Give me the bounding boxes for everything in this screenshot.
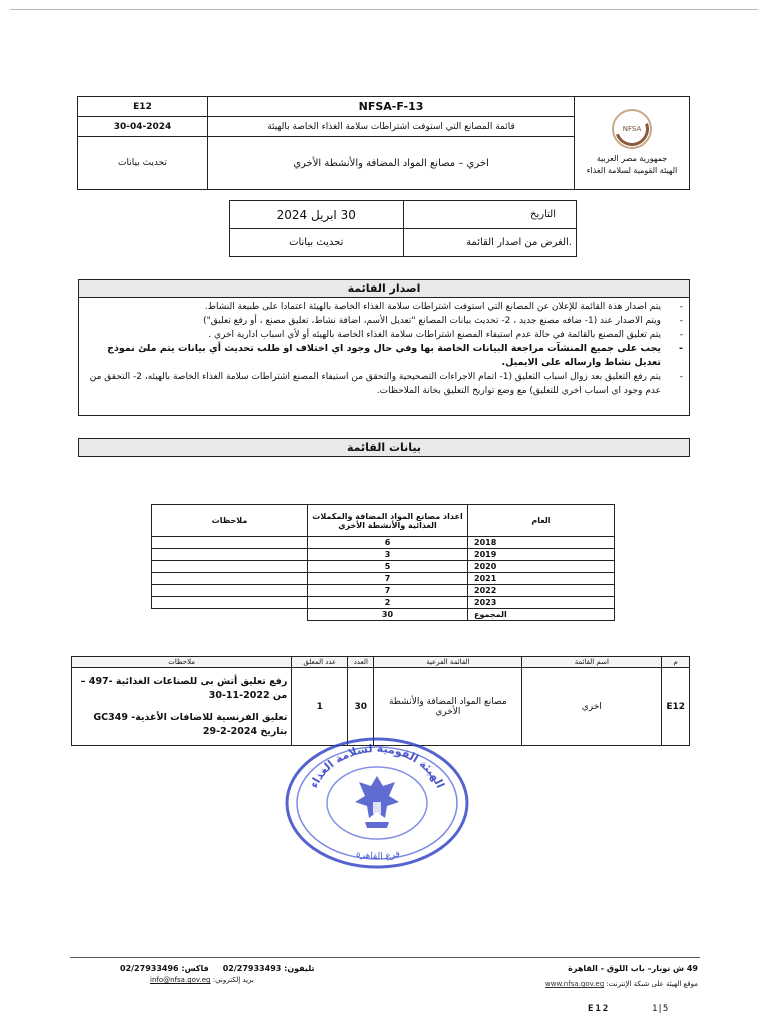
list-note-1: رفع تعليق أتش بى للصناعات الغذائية -497 – من 2022-11-30 <box>80 675 288 701</box>
issue-item: - ويتم الاصدار عند (1- ضافه مصنع جديد ، 2- تحديث بيانات المصانع "تعديل الأسم، اضافة نشاط، تعليق مصنع ، أو رفع تعليق") <box>87 314 673 328</box>
table-row <box>152 561 615 573</box>
issue-section-title: اصدار القائمة <box>78 279 690 298</box>
logo-cell <box>575 97 690 190</box>
list-name: اخري <box>522 668 662 746</box>
table-row <box>152 585 615 597</box>
list-header-index: م <box>662 657 690 668</box>
list-count: 30 <box>348 668 374 746</box>
stats-header-count: اعداد مصانع المواد المضافة والمكملات الغذائية والأنشطة الأخري <box>308 505 468 537</box>
footer-email: بريد إلكتروني: info@nfsa.gov.eg <box>150 976 254 984</box>
footer-website[interactable]: www.nfsa.gov.eg <box>545 980 605 988</box>
date-purpose-table <box>229 200 577 257</box>
update-label: تحديث بيانات <box>78 137 208 190</box>
stats-count: 6 <box>308 537 468 549</box>
table-row <box>152 549 615 561</box>
table-row <box>152 597 615 609</box>
list-code: E12 <box>662 668 690 746</box>
factory-list-table <box>71 656 690 746</box>
form-number: NFSA-F-13 <box>208 97 575 117</box>
org-name-line1: جمهورية مصر العربية <box>596 154 668 163</box>
stats-count: 7 <box>308 585 468 597</box>
footer-phone: تليفون: 02/27933493 فاكس: 02/27933496 <box>120 964 315 973</box>
issue-item: - يجب على جميع المنشآت مراجعة البيانات الخاصة بها وفي حال وجود اي اختلاف او طلب تحديث أي بيانات يتم ملئ نموذج تعديل نشاط وارساله على الايميل. <box>87 342 673 370</box>
list-header-count: العدد <box>348 657 374 668</box>
page-number: 1|5 <box>652 1004 669 1014</box>
stats-total-label: المجموع <box>468 609 615 621</box>
footer-address: 49 ش نوبار– باب اللوق - القاهرة <box>568 964 698 973</box>
issue-section-body <box>78 298 690 416</box>
stats-year: 2023 <box>468 597 615 609</box>
table-row <box>152 537 615 549</box>
list-note-2: تعليق الفرنسية للاضافات الأغذية- GC349 بتاريخ 2024-2-29 <box>93 711 288 737</box>
stats-count: 2 <box>308 597 468 609</box>
stats-year: 2021 <box>468 573 615 585</box>
stamp-inner-text: فرع القاهرة <box>355 849 401 862</box>
top-rule <box>10 9 758 10</box>
list-header-name: اسم القائمة <box>522 657 662 668</box>
list-header-sub: القائمة الفرعية <box>374 657 522 668</box>
footer-rule <box>70 957 700 958</box>
category-title: اخري – مصانع المواد المضافة والأنشطة الأخري <box>208 137 575 190</box>
list-header-suspended: عدد المعلق <box>292 657 348 668</box>
official-stamp <box>283 736 471 870</box>
nfsa-logo-icon: NFSA <box>612 109 652 149</box>
issue-item: - يتم رفع التعليق بعد زوال اسباب التعليق (1- اتمام الاجراءات التصحيحية والتحقق من استيفاء المصنع اشتراطات سلامة الغذاء الخاصة بالهيئه، 2- التحقق من عدم وجود اي اسباب اخري للتعليق) مع وضع تواريخ التعليق بخانة الملاحظات. <box>87 370 673 398</box>
stats-total-value: 30 <box>308 609 468 621</box>
table-row <box>72 668 690 746</box>
table-row-total <box>152 609 615 621</box>
list-header-notes: ملاحظات <box>72 657 292 668</box>
stats-year: 2020 <box>468 561 615 573</box>
stats-count: 7 <box>308 573 468 585</box>
stamp-outer-text: الهيئة القومية لسلامة الغذاء <box>307 741 447 791</box>
purpose-label: .الغرض من اصدار القائمة <box>403 229 577 257</box>
issue-item: - يتم تعليق المصنع بالقائمة في حالة عدم استيفاء المصنع اشتراطات سلامة الغذاء الخاصة بالهيئه أو لأي اسباب ادارية اخري . <box>87 328 673 342</box>
stats-notes <box>152 537 308 549</box>
page-code: E12 <box>588 1004 611 1014</box>
list-suspended: 1 <box>292 668 348 746</box>
purpose-value: تحديث بيانات <box>230 229 404 257</box>
stats-table <box>151 504 615 621</box>
stats-notes <box>152 585 308 597</box>
form-code: E12 <box>78 97 208 117</box>
stats-notes <box>152 597 308 609</box>
eagle-emblem-icon <box>355 776 399 828</box>
footer-website-label: موقع الهيئة على شبكة الإنترنت: www.nfsa.gov.eg <box>545 980 698 988</box>
stats-total-notes <box>152 609 308 621</box>
stats-header-notes: ملاحظات <box>152 505 308 537</box>
list-sub: مصانع المواد المضافة والأنشطة الأخري <box>374 668 522 746</box>
footer-email-link[interactable]: info@nfsa.gov.eg <box>150 976 211 984</box>
issue-date: 30-04-2024 <box>78 117 208 137</box>
data-section-title: بيانات القائمة <box>78 438 690 457</box>
stats-year: 2018 <box>468 537 615 549</box>
stats-count: 5 <box>308 561 468 573</box>
org-name-line2: الهيئة القومية لسلامة الغذاء <box>586 166 678 175</box>
stats-year: 2019 <box>468 549 615 561</box>
stats-notes <box>152 573 308 585</box>
list-notes <box>72 668 292 746</box>
issue-list <box>87 300 673 398</box>
stats-year: 2022 <box>468 585 615 597</box>
date-value: 30 ابريل 2024 <box>230 201 404 229</box>
stats-notes <box>152 549 308 561</box>
issue-item: - يتم اصدار هذة القائمة للإعلان عن المصانع التي استوفت اشتراطات سلامة الغذاء الخاصة بالهيئة اعتمادا على طبيعة النشاط. <box>87 300 673 314</box>
stats-header-year: العام <box>468 505 615 537</box>
document-header <box>77 96 690 190</box>
stats-notes <box>152 561 308 573</box>
list-title: قائمة المصانع التي استوفت اشتراطات سلامة الغذاء الخاصة بالهيئة <box>208 117 575 137</box>
stats-count: 3 <box>308 549 468 561</box>
date-label: التاريخ <box>403 201 577 229</box>
table-row <box>152 573 615 585</box>
